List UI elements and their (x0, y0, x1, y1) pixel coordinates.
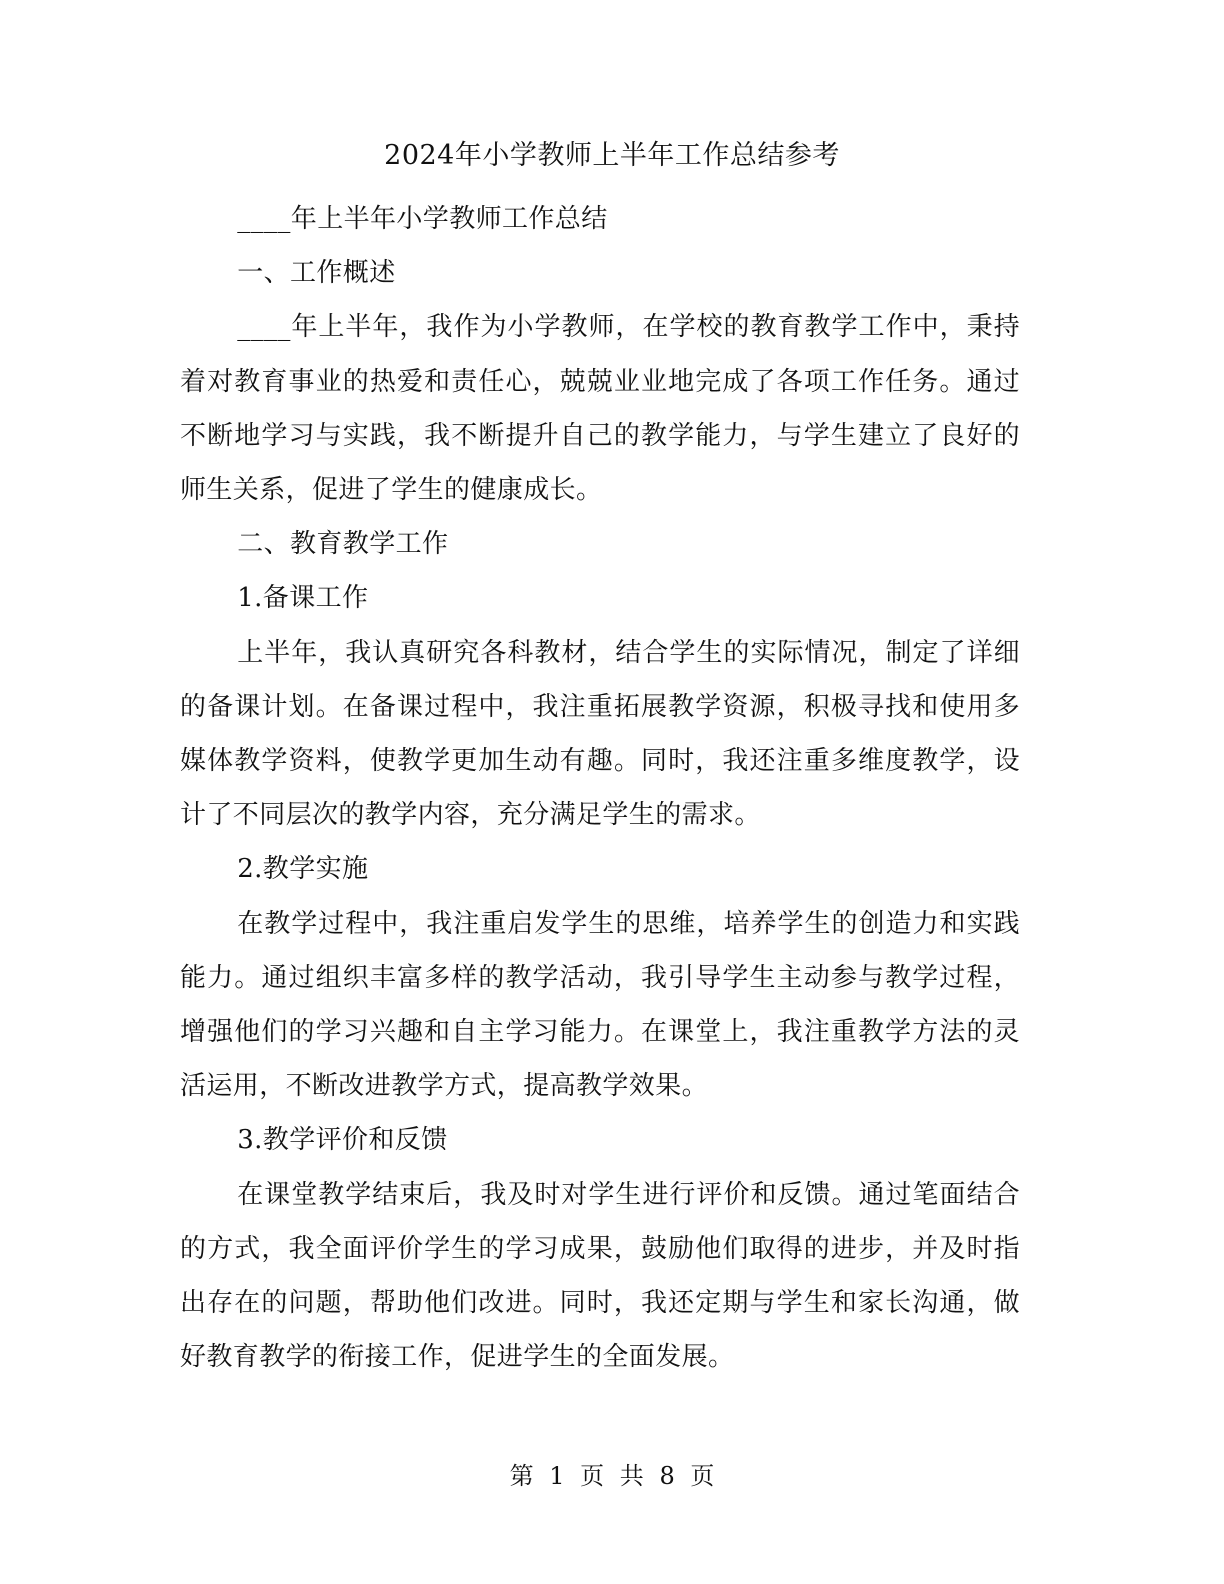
section-heading-teaching: 二、教育教学工作 (237, 529, 449, 560)
subheading-evaluation-feedback: 3.教学评价和反馈 (237, 1125, 448, 1156)
document-body (180, 192, 1020, 1384)
subtitle-paragraph: ____年上半年小学教师工作总结 (237, 204, 608, 234)
body-paragraph: 上半年，我认真研究各科教材，结合学生的实际情况，制定了详细的备课计划。在备课过程中，我注重拓展教学资源，积极寻找和使用多媒体教学资料，使教学更加生动有趣。同时，我还注重多维度教学，设计了不同层次的教学内容，充分满足学生的需求。 (180, 637, 1020, 831)
document-title: 2024年小学教师上半年工作总结参考 (384, 140, 840, 171)
body-paragraph: 在教学过程中，我注重启发学生的思维，培养学生的创造力和实践能力。通过组织丰富多样的教学活动，我引导学生主动参与教学过程，增强他们的学习兴趣和自主学习能力。在课堂上，我注重教学方法的灵活运用，不断改进教学方式，提高教学效果。 (180, 908, 1020, 1102)
body-paragraph: 在课堂教学结束后，我及时对学生进行评价和反馈。通过笔面结合的方式，我全面评价学生的学习成果，鼓励他们取得的进步，并及时指出存在的问题，帮助他们改进。同时，我还定期与学生和家长沟通，做好教育教学的衔接工作，促进学生的全面发展。 (180, 1179, 1020, 1373)
section-heading-overview: 一、工作概述 (237, 258, 396, 289)
body-paragraph: ____年上半年，我作为小学教师，在学校的教育教学工作中，秉持着对教育事业的热爱和责任心，兢兢业业地完成了各项工作任务。通过不断地学习与实践，我不断提升自己的教学能力，与学生建立了良好的师生关系，促进了学生的健康成长。 (180, 312, 1020, 506)
subheading-teaching-implementation: 2.教学实施 (237, 854, 369, 885)
subheading-lesson-prep: 1.备课工作 (237, 583, 369, 614)
page-number-footer: 第 1 页 共 8 页 (509, 1462, 715, 1490)
